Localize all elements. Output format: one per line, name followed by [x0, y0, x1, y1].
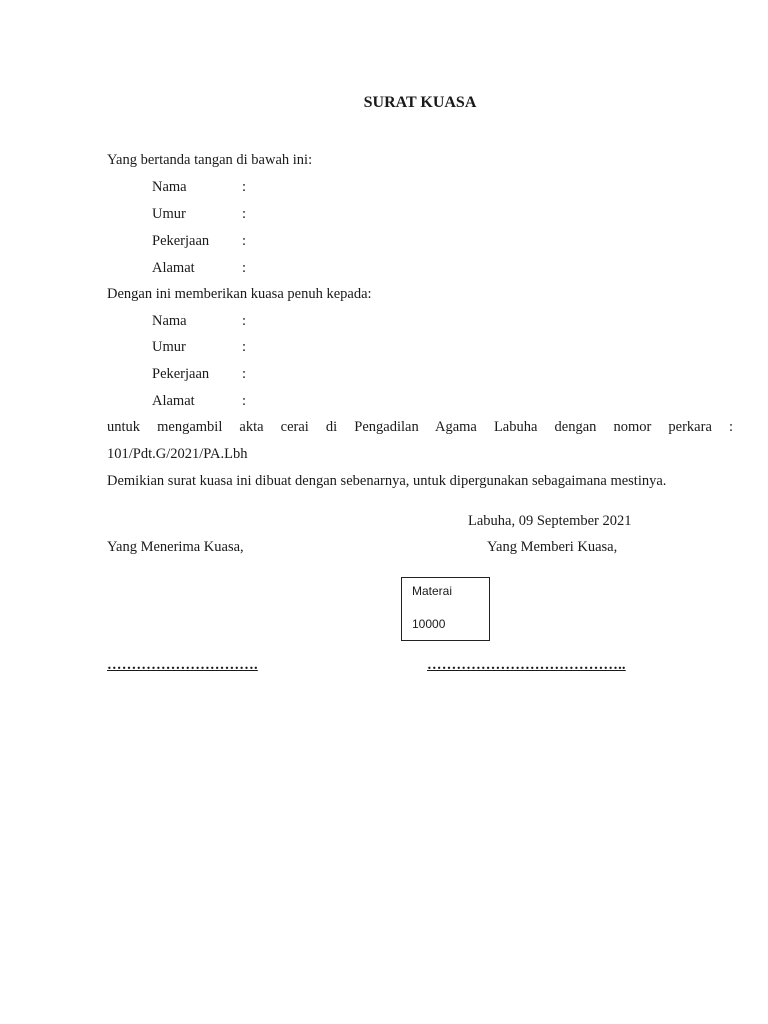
grantee-age-field [152, 338, 246, 356]
field-separator: : [242, 393, 247, 409]
grantee-occupation-field [152, 365, 246, 383]
field-label: Alamat [152, 260, 195, 276]
intro-text: Yang bertanda tangan di bawah ini: [107, 152, 313, 168]
field-label: Nama [152, 179, 187, 195]
recipient-signature-line: …………………………. [107, 657, 258, 673]
field-separator: : [242, 233, 247, 249]
document-title-text: SURAT KUASA [363, 94, 477, 111]
field-label: Nama [152, 313, 187, 329]
closing-statement: Demikian surat kuasa ini dibuat dengan sebenarnya, untuk dipergunakan sebagaimana mestinya. [107, 473, 667, 489]
grantee-name-field [152, 312, 246, 330]
field-label: Pekerjaan [152, 233, 210, 249]
stamp-label: Materai [412, 584, 453, 598]
field-label: Umur [152, 339, 186, 355]
field-separator: : [242, 366, 247, 382]
field-separator: : [242, 339, 247, 355]
grant-statement: Dengan ini memberikan kuasa penuh kepada: [107, 286, 372, 302]
field-label: Alamat [152, 393, 195, 409]
field-separator: : [242, 260, 247, 276]
stamp-value: 10000 [412, 617, 446, 631]
grantor-name-field [152, 178, 246, 196]
grantor-address-field [152, 259, 246, 277]
field-label: Umur [152, 206, 186, 222]
recipient-label: Yang Menerima Kuasa, [107, 539, 244, 555]
giver-label: Yang Memberi Kuasa, [487, 539, 618, 555]
purpose-paragraph: untuk mengambil akta cerai di Pengadilan Agama Labuha dengan nomor perkara : [107, 419, 733, 435]
giver-signature-line: ………………………………….. [427, 657, 626, 673]
field-separator: : [242, 313, 247, 329]
grantee-address-field [152, 392, 246, 410]
case-number: 101/Pdt.G/2021/PA.Lbh [107, 446, 248, 462]
field-separator: : [242, 179, 247, 195]
grantor-age-field [152, 205, 246, 223]
document-title [0, 94, 768, 112]
duty-stamp-box [401, 577, 490, 641]
place-date: Labuha, 09 September 2021 [468, 513, 632, 529]
field-separator: : [242, 206, 247, 222]
grantor-occupation-field [152, 232, 246, 250]
field-label: Pekerjaan [152, 366, 210, 382]
